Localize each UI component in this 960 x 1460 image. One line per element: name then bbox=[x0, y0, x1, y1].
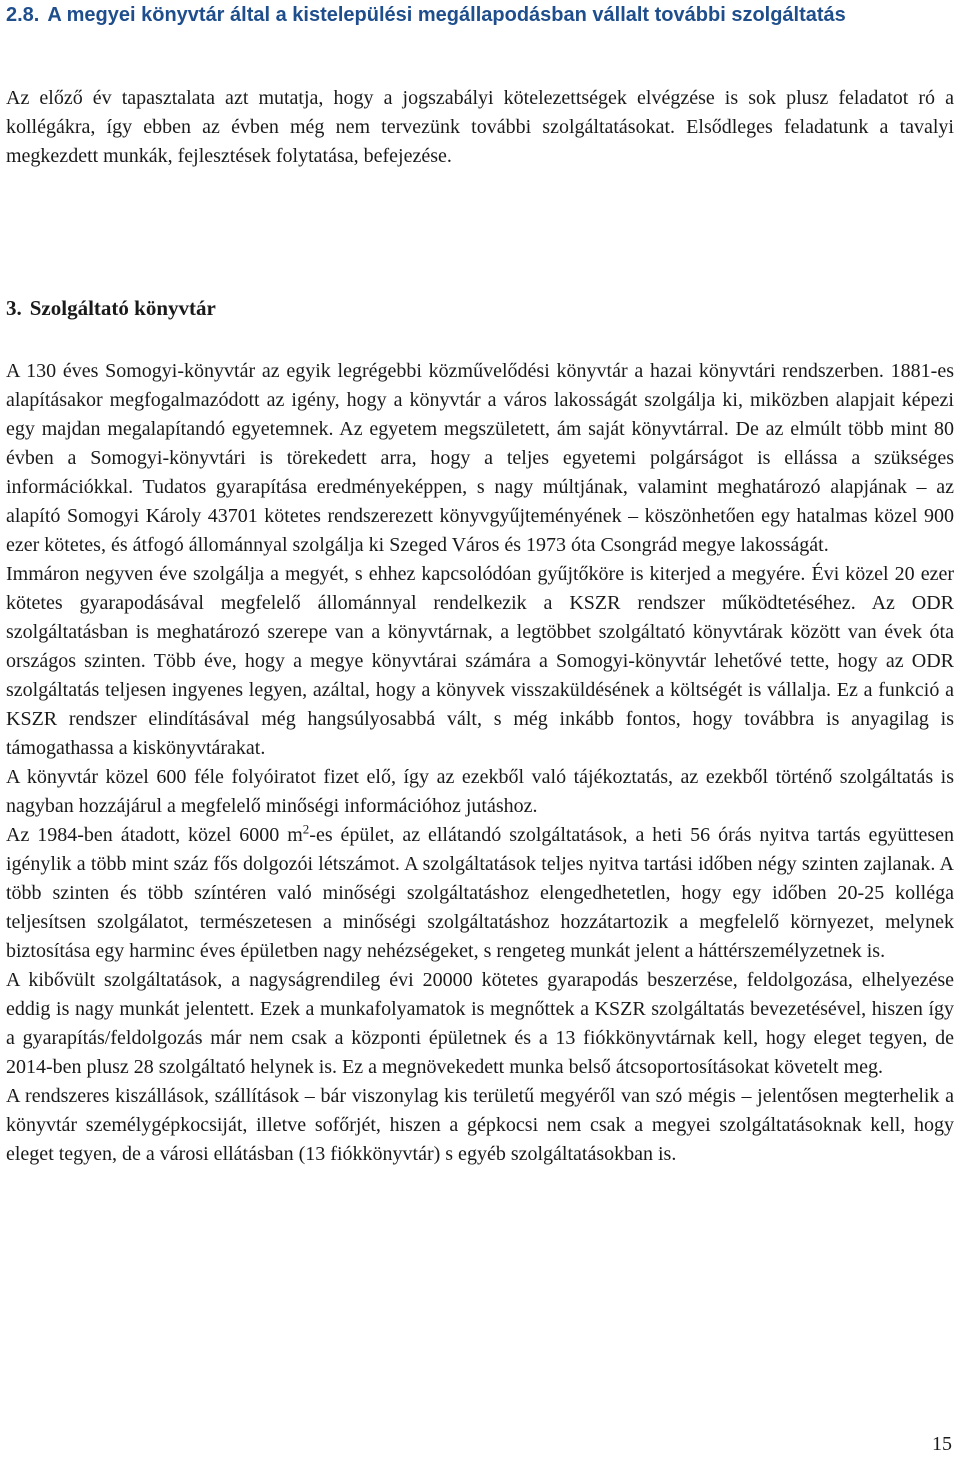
superscript-2: 2 bbox=[302, 821, 310, 837]
section-title: Szolgáltató könyvtár bbox=[29, 296, 216, 320]
intro-paragraph: Az előző év tapasztalata azt mutatja, hogy a jogszabályi kötelezettségek elvégzése is sok plusz feladatot ró a kollégákra, így ebben az évben még nem tervezünk további szolgáltatásokat. Elsődleges feladatunk a tavalyi megkezdett munkák, fejlesztések folytatása, befejezése. bbox=[6, 87, 954, 167]
section-heading-3 bbox=[6, 293, 216, 323]
paragraph: Immáron negyven éve szolgálja a megyét, s ehhez kapcsolódóan gyűjtőköre is kiterjed a megyére. Évi közel 20 ezer kötetes gyarapodásával megfelelő állománnyal rendelkezik a KSZR rendszer működtetéséhez. Az ODR szolgáltatásban is meghatározó szerepe van a könyvtárnak, a legtöbbet szolgáltató könyvtárak között van évek óta országos szinten. Több éve, hogy a megye könyvtárai számára a Somogyi-könyvtár lehetővé tette, hogy az ODR szolgáltatás teljesen ingyenes legyen, azáltal, hogy a könyvek visszaküldésének a költségét is vállalja. Ez a funkció a KSZR rendszer elindításával még hangsúlyosabbá vált, s még inkább fontos, hogy továbbra is anyagilag is támogathassa a kiskönyvtárakat. bbox=[6, 563, 954, 759]
intro-block bbox=[6, 84, 954, 171]
page-number: 15 bbox=[932, 1433, 952, 1455]
main-text-block bbox=[6, 357, 954, 1169]
paragraph: A rendszeres kiszállások, szállítások – bár viszonylag kis területű megyéről van szó mégis – jelentősen megterhelik a könyvtár személygépkocsiját, illetve sofőrjét, hiszen a gépkocsi nem csak a megyei szolgáltatásoknak kell, hogy eleget tegyen, de a városi ellátásban (13 fiókkönyvtár) s egyéb szolgáltatásokban is. bbox=[6, 1085, 954, 1165]
paragraph: A kibővült szolgáltatások, a nagyságrendileg évi 20000 kötetes gyarapodás beszerzése, feldolgozása, elhelyezése eddig is nagy munkát jelentett. Ezek a munkafolyamatok is megnőttek a KSZR szolgáltatás bevezetésével, hiszen így a gyarapítás/feldolgozás már nem csak a központi épületnek és a 13 fiókkönyvtárnak kell, hogy eleget tegyen, de 2014-ben plusz 28 szolgáltató helynek is. Ez a megnövekedett munka belső átcsoportosításokat követelt meg. bbox=[6, 969, 954, 1078]
building-text-end: -es épület, az ellátandó szolgáltatások, a heti 56 órás nyitva tartás együttesen igénylik a több mint száz fős dolgozói létszámot. A szolgáltatások teljes nyitva tartási időben négy szinten zajlanak. A több szinten és több színtéren való minőségi szolgáltatáshoz elengedhetetlen, hogy egy időben 20-25 kolléga teljesítsen szolgálatot, természetesen a minőségi szolgáltatáshoz hozzátartozik a megfelelő környezet, melynek biztosítása egy harminc éves épületben nagy nehézségeket, s rengeteg munkát jelent a háttérszemélyzetnek is. bbox=[6, 824, 955, 962]
section-number: 3. bbox=[6, 296, 22, 320]
building-paragraph bbox=[6, 821, 954, 966]
paragraph: A 130 éves Somogyi-könyvtár az egyik legrégebbi közművelődési könyvtár a hazai könyvtári rendszerben. 1881-es alapításakor megfogalmazódott az igény, hogy a könyvtár a város lakosságát szolgálja ki, miközben alapjait képezi egy majdan megalapítandó egyetemnek. Az egyetem megszületett, ám saját könyvtárral. De az elmúlt több mint 80 évben a Somogyi-könyvtári is törekedett arra, hogy a teljes egyetemi polgárságot is ellássa a szükséges információkkal. Tudatos gyarapítása eredményeképpen, s nagy múltjának, valamint meghatározó alapjának – az alapító Somogyi Károly 43701 kötetes rendszerezett könyvgyűjteményének – köszönhetően egy hatalmas közel 900 ezer kötetes, és átfogó állománnyal szolgálja ki Szeged Város és 1973 óta Csongrád megye lakosságát. bbox=[6, 360, 954, 556]
paragraph: A könyvtár közel 600 féle folyóiratot fizet elő, így az ezekből való tájékoztatás, az ezekből történő szolgáltatás is nagyban hozzájárul a megfelelő minőségi információhoz jutáshoz. bbox=[6, 766, 954, 817]
building-text-start: Az 1984-ben átadott, közel 6000 m bbox=[6, 824, 303, 846]
heading-number: 2.8. bbox=[6, 4, 40, 26]
section-heading-2-8 bbox=[6, 0, 946, 30]
heading-title: A megyei könyvtár által a kistelepülési megállapodásban vállalt további szolgáltatás bbox=[47, 4, 846, 26]
